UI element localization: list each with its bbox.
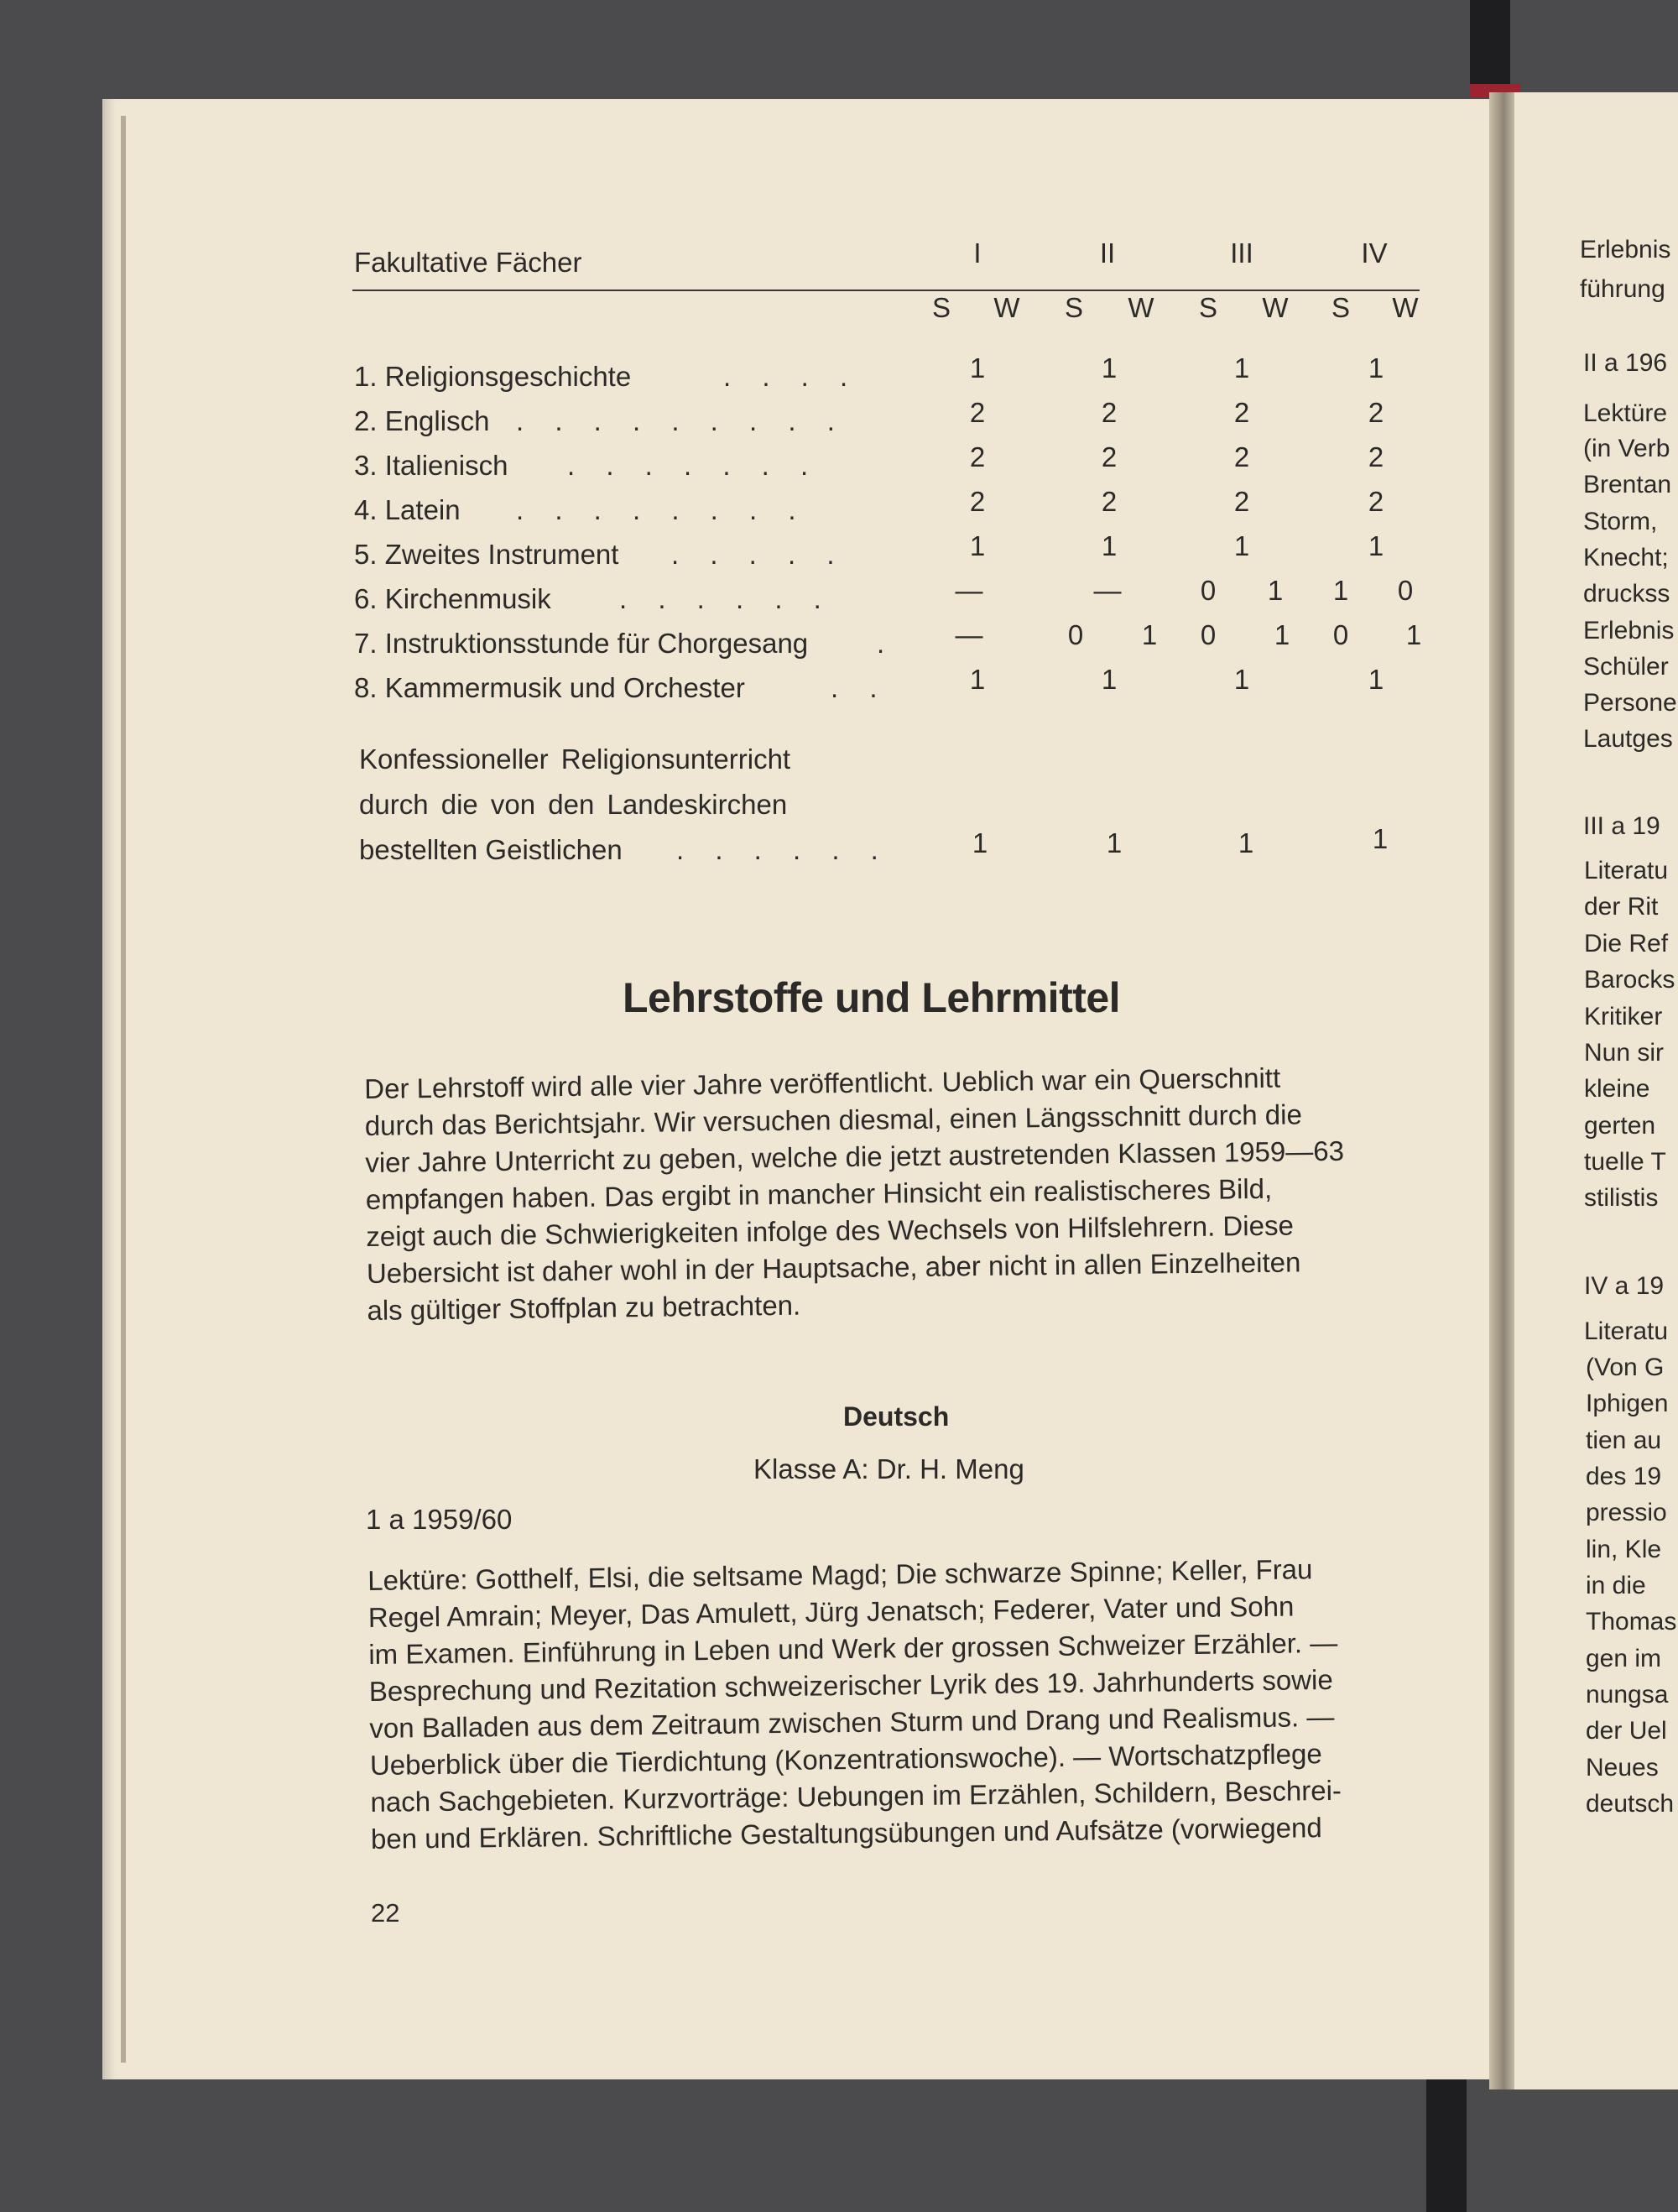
right-page-line: druckss — [1583, 580, 1670, 608]
text-line: als gültiger Stoffplan zu betrachten. — [367, 1289, 801, 1326]
right-page-line: pressio — [1586, 1499, 1667, 1526]
confessional-line: Konfessioneller Religionsunterricht — [359, 743, 791, 775]
table-cell: 2 — [1233, 397, 1250, 428]
table-cell: 0 — [1200, 575, 1217, 606]
table-header-rule — [352, 290, 1420, 291]
table-cell: 2 — [1368, 486, 1384, 517]
right-page-line: lin, Kle — [1586, 1536, 1662, 1563]
right-page-line: gen im — [1586, 1645, 1662, 1672]
table-cell: 1 — [969, 530, 986, 561]
table-cell: 2 — [1368, 397, 1384, 428]
page-number: 22 — [371, 1898, 400, 1928]
right-page-line: Lautges — [1583, 725, 1673, 753]
table-cell: 2 — [1233, 486, 1250, 517]
table-cell: 1 — [1267, 575, 1284, 606]
text-line: Uebersicht ist daher wohl in der Hauptsache, aber nicht in allen Einzelheiten — [366, 1246, 1301, 1289]
text-line: Der Lehrstoff wird alle vier Jahre veröffentlicht. Ueblich war ein Querschnitt — [364, 1062, 1281, 1104]
table-cell: 1 — [1233, 530, 1250, 561]
table-cell: 2 — [969, 486, 986, 517]
right-page-line: Erlebnis — [1580, 236, 1671, 263]
table-cell: 1 — [1101, 352, 1118, 383]
bookmark-ribbon — [1470, 0, 1510, 92]
right-page-line: Persone — [1583, 689, 1677, 717]
right-page-line: Knecht; — [1583, 544, 1669, 571]
text-line: Regel Amrain; Meyer, Das Amulett, Jürg Jenatsch; Federer, Vater und Sohn — [367, 1590, 1295, 1633]
text-line: Lektüre: Gotthelf, Elsi, die seltsame Magd; Die schwarze Spinne; Keller, Frau — [367, 1553, 1313, 1596]
right-page-line: Neues — [1586, 1754, 1659, 1782]
table-cell: 2 — [1101, 486, 1118, 517]
table-cell: 1 — [972, 827, 988, 858]
right-page-line: Lektüre — [1583, 399, 1668, 427]
right-page-line: Schüler — [1583, 653, 1669, 681]
leader-dots: . . . . . . — [619, 583, 833, 614]
right-page-line: nungsa — [1586, 1681, 1669, 1709]
right-page-line: III a 19 — [1583, 812, 1660, 840]
leader-dots: . — [877, 628, 897, 659]
table-cell: 2 — [1101, 397, 1118, 428]
table-cell: 1 — [1332, 575, 1349, 606]
right-page-line: deutsch — [1586, 1790, 1675, 1818]
table-row-label: 6. Kirchenmusik — [354, 583, 551, 614]
right-page-line: des 19 — [1586, 1463, 1662, 1490]
body-paragraph — [367, 1550, 1432, 1858]
table-cell: 1 — [1106, 827, 1123, 858]
right-page-line: tuelle T — [1584, 1148, 1666, 1176]
year-header: III — [1230, 237, 1253, 269]
table-row-label: 1. Religionsgeschichte — [354, 361, 632, 392]
term-header: W — [993, 292, 1020, 323]
section-heading: Lehrstoffe und Lehrmittel — [623, 974, 1121, 1021]
table-cell: 0 — [1332, 619, 1349, 650]
table-cell: 1 — [969, 352, 986, 383]
right-page-line: der Rit — [1584, 893, 1659, 921]
leader-dots: . . . . . — [671, 539, 847, 570]
table-cell: 2 — [1101, 441, 1118, 472]
table-cell: 1 — [1372, 823, 1389, 854]
term-header: W — [1392, 292, 1419, 323]
right-page-line: führung — [1580, 275, 1665, 303]
subject-title: Deutsch — [843, 1401, 950, 1432]
term-header: S — [1198, 292, 1217, 323]
table-cell: 0 — [1200, 619, 1217, 650]
confessional-line: durch die von den Landeskirchen — [359, 789, 788, 820]
table-title: Fakultative Fächer — [354, 247, 582, 278]
table-cell: 1 — [1368, 530, 1384, 561]
table-cell: 0 — [1397, 575, 1414, 606]
table-cell: — — [955, 619, 983, 650]
right-page-line: (Von G — [1586, 1354, 1665, 1381]
right-page-line: Erlebnis — [1583, 617, 1675, 644]
text-line: nach Sachgebieten. Kurzvorträge: Uebungen im Erzählen, Schildern, Beschrei- — [370, 1774, 1342, 1818]
right-page-line: Literatu — [1584, 857, 1669, 884]
table-cell: 1 — [1233, 664, 1250, 695]
term-header: S — [1331, 292, 1350, 323]
table-row-label: 5. Zweites Instrument — [354, 539, 619, 570]
term-header: S — [1064, 292, 1083, 323]
right-page-line: Storm, — [1583, 508, 1658, 535]
table-cell: 1 — [1405, 619, 1422, 650]
text-line: empfangen haben. Das ergibt in mancher Hinsicht ein realistischeres Bild, — [365, 1172, 1273, 1215]
right-page-line: Barocks — [1584, 966, 1675, 994]
table-cell: 1 — [1141, 619, 1158, 650]
right-page-line: Literatu — [1584, 1317, 1669, 1345]
right-page-line: gerten — [1584, 1112, 1656, 1140]
right-page-line: Die Ref — [1584, 930, 1669, 957]
year-header: IV — [1361, 237, 1388, 269]
table-cell: 1 — [1274, 619, 1290, 650]
leader-dots: . . . . . . . . — [516, 494, 808, 525]
table-cell: 1 — [1238, 827, 1254, 858]
table-cell: — — [955, 575, 983, 606]
leader-dots: . . . . . . — [676, 834, 890, 865]
leader-dots: . . — [831, 672, 889, 703]
year-header: II — [1099, 237, 1116, 269]
term-header: W — [1128, 292, 1154, 323]
right-page-line: kleine — [1584, 1075, 1650, 1103]
table-cell: 1 — [1233, 352, 1250, 383]
table-cell: 0 — [1067, 619, 1084, 650]
table-cell: 1 — [969, 664, 986, 695]
table-cell: 1 — [1368, 664, 1384, 695]
right-page-line: II a 196 — [1583, 349, 1668, 377]
table-cell: — — [1093, 575, 1122, 606]
right-page-line: tien au — [1586, 1427, 1662, 1454]
right-page-line: in die — [1586, 1572, 1646, 1599]
text-line: Besprechung und Rezitation schweizerischer Lyrik des 19. Jahrhunderts sowie — [368, 1663, 1333, 1707]
right-page-line: Kritiker — [1584, 1003, 1663, 1030]
table-row-label: 8. Kammermusik und Orchester — [354, 672, 745, 703]
term-header: S — [931, 292, 951, 323]
table-cell: 2 — [1368, 441, 1384, 472]
text-line: von Balladen aus dem Zeitraum zwischen Sturm und Drang und Realismus. — — [369, 1700, 1335, 1744]
intro-paragraph — [364, 1058, 1429, 1329]
confessional-line: bestellten Geistlichen — [359, 834, 623, 865]
bookmark-ribbon-bottom — [1426, 2079, 1467, 2212]
text-line: durch das Berichtsjahr. Wir versuchen diesmal, einen Längsschnitt durch die — [364, 1098, 1303, 1141]
table-cell: 2 — [1233, 441, 1250, 472]
table-cell: 1 — [1101, 664, 1118, 695]
leader-dots: . . . . — [723, 361, 860, 392]
leader-dots: . . . . . . . . . — [516, 405, 847, 436]
right-page-line: IV a 19 — [1584, 1272, 1665, 1300]
text-line: im Examen. Einführung in Leben und Werk der grossen Schweizer Erzähler. — — [368, 1626, 1338, 1670]
right-page-line: Brentan — [1583, 471, 1672, 498]
right-page-line: Iphigen — [1586, 1390, 1669, 1417]
table-cell: 2 — [969, 397, 986, 428]
text-line: ben und Erklären. Schriftliche Gestaltungsübungen und Aufsätze (vorwiegend — [370, 1812, 1322, 1855]
text-line: vier Jahre Unterricht zu geben, welche die jetzt austretenden Klassen 1959—63 — [365, 1135, 1345, 1178]
text-line: Ueberblick über die Tierdichtung (Konzentrationswoche). — Wortschatzpflege — [369, 1738, 1322, 1781]
table-cell: 1 — [1368, 352, 1384, 383]
right-page-line: der Uel — [1586, 1717, 1667, 1745]
table-row-label: 2. Englisch — [354, 405, 490, 436]
term-header: W — [1262, 292, 1289, 323]
year-label: 1 a 1959/60 — [366, 1504, 513, 1535]
right-page-line: Nun sir — [1584, 1039, 1665, 1067]
year-header: I — [973, 237, 982, 269]
table-cell: 2 — [969, 441, 986, 472]
right-page-line: Thomas — [1586, 1608, 1677, 1636]
table-row-label: 4. Latein — [354, 494, 461, 525]
table-row-label: 3. Italienisch — [354, 450, 508, 481]
table-cell: 1 — [1101, 530, 1118, 561]
right-page-line: stilistis — [1584, 1184, 1659, 1212]
leader-dots: . . . . . . . — [567, 450, 821, 481]
class-teacher: Klasse A: Dr. H. Meng — [753, 1453, 1024, 1484]
right-page-line: (in Verb — [1583, 435, 1670, 462]
table-row-label: 7. Instruktionsstunde für Chorgesang — [354, 628, 809, 659]
text-line: zeigt auch die Schwierigkeiten infolge des Wechsels von Hilfslehrern. Diese — [366, 1209, 1295, 1252]
